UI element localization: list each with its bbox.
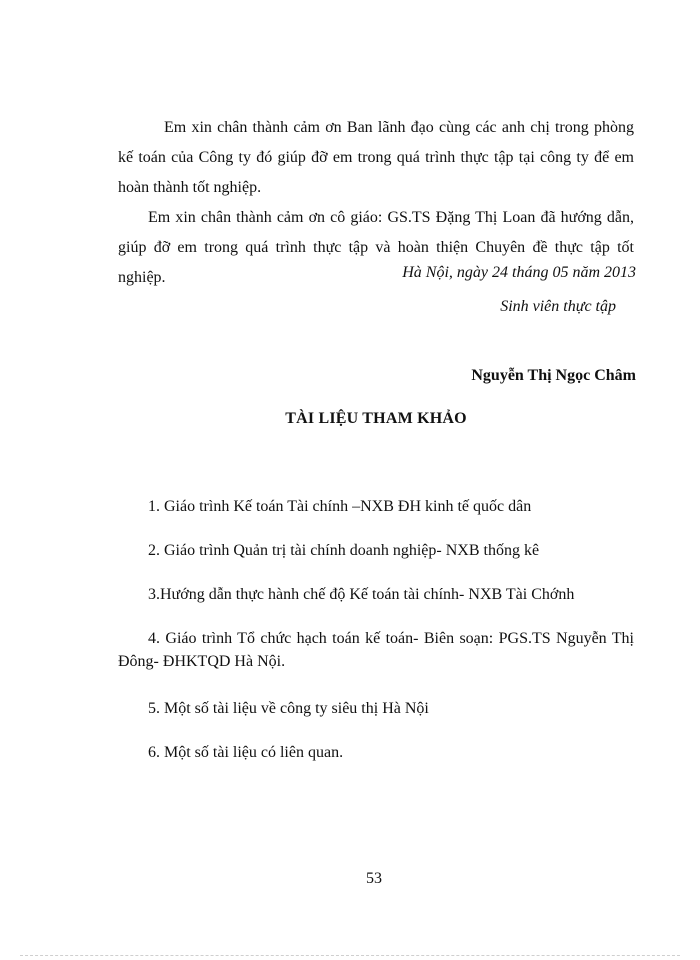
reference-item: 5. Một số tài liệu về công ty siêu thị Hà Nội (148, 700, 429, 717)
references-heading: TÀI LIỆU THAM KHẢO (285, 410, 467, 427)
references-list (118, 495, 634, 785)
reference-item: 3.Hướng dẫn thực hành chế độ Kế toán tài chính- NXB Tài Chớnh (148, 586, 575, 603)
reference-item: 2. Giáo trình Quản trị tài chính doanh nghiệp- NXB thống kê (148, 542, 540, 559)
reference-item: 4. Giáo trình Tổ chức hạch toán kế toán- Biên soạn: PGS.TS Nguyễn Thị Đông- ĐHKTQD Hà Nội. (118, 630, 634, 670)
reference-item: 1. Giáo trình Kế toán Tài chính –NXB ĐH kinh tế quốc dân (148, 498, 532, 515)
signature-role: Sinh viên thực tập (500, 298, 616, 315)
page-number: 53 (366, 870, 382, 887)
page-bottom-divider (20, 955, 680, 956)
acknowledgement-paragraph-advisor: Em xin chân thành cảm ơn cô giáo: GS.TS Đặng Thị Loan đã hướng dẫn, giúp đỡ em trong quá trình thực tập và hoàn thiện Chuyên đề thực tập tốt nghiệp. (118, 209, 634, 286)
acknowledgement-paragraph-company: Em xin chân thành cảm ơn Ban lãnh đạo cùng các anh chị trong phòng kế toán của Công ty đó giúp đỡ em trong quá trình thực tập tại công ty để em hoàn thành tốt nghiệp. (118, 119, 634, 196)
signature-date: Hà Nội, ngày 24 tháng 05 năm 2013 (402, 264, 636, 281)
signature-name: Nguyễn Thị Ngọc Châm (471, 367, 636, 384)
reference-item: 6. Một số tài liệu có liên quan. (148, 744, 344, 761)
